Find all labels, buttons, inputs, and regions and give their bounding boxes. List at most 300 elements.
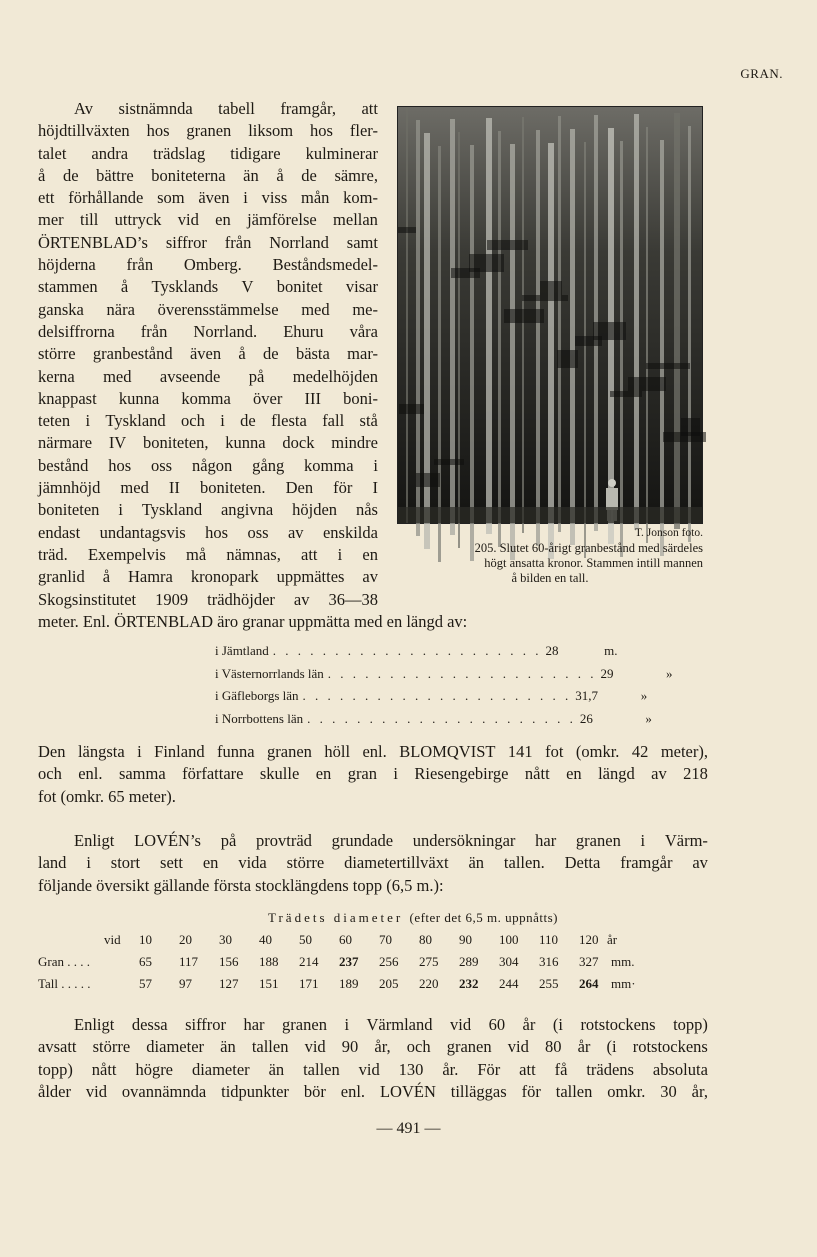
word: Av — [74, 99, 93, 118]
word: å — [238, 344, 246, 364]
foliage-shadow — [487, 240, 528, 250]
foliage-shadow — [646, 363, 690, 369]
text-line — [38, 432, 378, 454]
word: Tysklands — [151, 277, 219, 297]
word: från — [126, 255, 154, 275]
word: V — [241, 277, 254, 297]
word: tallen — [555, 1081, 593, 1101]
word: må — [186, 544, 207, 564]
text-line — [38, 187, 378, 209]
word: land — [38, 853, 67, 873]
word: större — [286, 853, 325, 873]
figure-caption — [397, 541, 703, 586]
word: höjdtillväxten — [38, 121, 130, 141]
word: boni- — [343, 388, 378, 408]
word: framgår — [620, 853, 673, 873]
caption-line: högt ansatta kronor. Stammen intill mannen — [484, 556, 703, 570]
word: diameter — [191, 1059, 250, 1079]
age-header: 20 — [179, 932, 192, 947]
tree-trunk — [522, 117, 524, 533]
height-unit: m. — [604, 643, 618, 658]
paragraph-blomqvist — [38, 741, 708, 808]
word: diametertillväxt — [344, 853, 449, 873]
text-line: följande översikt gällande första stocklängdens topp (6,5 m.): — [38, 875, 444, 895]
table-cell: 156 — [219, 954, 239, 969]
text-line — [38, 1036, 708, 1058]
word: mer — [38, 210, 64, 230]
word: å — [120, 277, 129, 297]
text-line — [38, 477, 378, 499]
word: bestånd — [38, 455, 89, 475]
word: och — [406, 1037, 431, 1057]
word: uttryck — [114, 210, 162, 230]
table-cell: 171 — [299, 976, 319, 991]
table-cell: 264 — [579, 976, 599, 991]
list-item — [215, 640, 618, 663]
word: nämnas, — [226, 544, 281, 564]
page-number: — 491 — — [376, 1120, 441, 1137]
word: granen — [267, 742, 312, 761]
word: tallen — [303, 1059, 340, 1079]
word: år — [522, 1015, 536, 1034]
word: få — [554, 1059, 568, 1079]
row-unit: mm· — [611, 976, 636, 991]
table-cell: 244 — [499, 976, 519, 991]
word: granen — [575, 831, 621, 850]
age-unit: år — [607, 932, 618, 947]
tree-trunk — [498, 131, 501, 547]
word: hos — [146, 121, 170, 141]
word: skulle — [259, 764, 300, 784]
word: bästa — [295, 344, 330, 364]
word: större — [38, 344, 76, 364]
word: och — [181, 411, 205, 431]
table-cell: 188 — [259, 954, 279, 969]
word: vid — [507, 1037, 529, 1057]
word: i — [137, 742, 142, 761]
word: tilläggas — [450, 1081, 507, 1101]
word: för — [333, 478, 353, 498]
tree-trunk — [674, 113, 680, 529]
word: nära — [106, 299, 135, 319]
word: nått — [91, 1059, 117, 1079]
word: en — [566, 764, 582, 784]
height-value: 26 — [579, 710, 593, 726]
tree-trunk — [620, 141, 623, 557]
word: kronopark — [190, 567, 259, 587]
word: teten — [38, 411, 71, 431]
word: vid — [449, 1015, 472, 1034]
text-line — [38, 165, 378, 187]
word: ganska — [38, 299, 84, 319]
word: angivna — [220, 500, 274, 520]
tree-trunk — [558, 116, 561, 532]
word: avseende — [159, 366, 221, 386]
word: 218 — [683, 764, 708, 784]
word: komma — [181, 388, 231, 408]
word: gran — [347, 764, 378, 784]
diameter-table — [38, 910, 708, 998]
word: på — [248, 366, 265, 386]
word: nått — [524, 764, 550, 784]
word: gång — [252, 455, 285, 475]
word: i — [243, 188, 248, 208]
table-cell: 255 — [539, 976, 559, 991]
word: i — [344, 1015, 350, 1034]
word: talet — [38, 143, 67, 163]
word: provträd — [256, 831, 312, 850]
text-line — [38, 1059, 708, 1081]
word: fall — [322, 411, 345, 431]
word: Tyskland — [141, 500, 203, 520]
place-name: i Västernorrlands län — [215, 665, 324, 681]
word: sett — [160, 853, 183, 873]
word: längsta — [77, 742, 125, 761]
text-line — [38, 763, 708, 785]
word: omkr. — [607, 1081, 646, 1101]
height-value: 31,7 — [575, 688, 599, 703]
word: absoluta — [652, 1059, 708, 1079]
word: träd. — [38, 544, 68, 564]
text-line — [38, 232, 378, 254]
word: närmare — [38, 433, 93, 453]
word: ÖRTENBLAD’s — [38, 232, 148, 252]
word: delsiffrorna — [38, 321, 115, 341]
word: med — [103, 366, 132, 386]
word: Norrland — [269, 232, 329, 252]
word: 90 — [341, 1037, 359, 1057]
word: även — [189, 344, 222, 364]
word: meter), — [660, 742, 708, 761]
word: 80 — [544, 1037, 562, 1057]
word: längd — [598, 764, 635, 784]
word: Beståndsmedel- — [272, 255, 378, 275]
word: boniteten. — [199, 478, 266, 498]
word: en — [315, 764, 332, 784]
meters-line: meter. Enl. ÖRTENBLAD äro granar uppmätta med en längd av: — [38, 612, 468, 631]
foliage-shadow — [398, 227, 416, 233]
text-line — [38, 299, 378, 321]
word: endast — [38, 522, 81, 542]
foliage-shadow — [610, 391, 642, 397]
row-label: Tall . . . . . — [38, 976, 91, 991]
text-line — [38, 321, 378, 343]
word: rotstockens — [580, 1015, 656, 1034]
word: (omkr. — [575, 742, 620, 761]
foliage-shadow — [434, 459, 464, 465]
left-column-text — [38, 98, 378, 611]
word: LOVÉN — [379, 1081, 436, 1101]
word: enl. — [78, 764, 103, 784]
word: Norrland. — [193, 321, 258, 341]
tree-trunk — [584, 142, 586, 558]
word: enl. — [362, 742, 387, 761]
word: vid — [177, 210, 199, 230]
word: knappast — [38, 388, 97, 408]
text-line — [38, 522, 378, 544]
word: år, — [691, 1081, 708, 1101]
word: boniteterna — [151, 165, 226, 185]
word: granbestånd — [92, 344, 173, 364]
text-line — [38, 276, 378, 298]
height-unit: » — [645, 710, 652, 726]
foliage-shadow — [628, 377, 666, 391]
age-header: 40 — [259, 932, 272, 947]
leader-dots: . . . . . . . . . . . . . . . . . . . . . . — [302, 688, 572, 703]
word: som — [157, 188, 185, 208]
word: våra — [349, 321, 378, 341]
text-line — [38, 143, 378, 165]
leader-dots: . . . . . . . . . . . . . . . . . . . . . . — [327, 665, 597, 681]
word: mindre — [331, 433, 378, 453]
text-line — [38, 830, 708, 852]
word: i — [337, 544, 343, 564]
word: vid — [358, 1059, 380, 1079]
text-line — [38, 499, 378, 521]
tree-trunk — [548, 143, 554, 559]
word: de — [301, 165, 317, 185]
word: i — [85, 411, 91, 431]
word: bonitet — [276, 277, 323, 297]
word: hos — [310, 121, 333, 141]
word: i — [220, 411, 225, 431]
table-row-tall — [38, 976, 708, 998]
text-line — [38, 343, 378, 365]
text-line — [38, 544, 378, 566]
word: Exempelvis — [87, 544, 166, 564]
table-cell: 232 — [459, 976, 479, 991]
word: rotstockens — [632, 1037, 708, 1057]
word: grundade — [331, 831, 394, 850]
table-cell: 205 — [379, 976, 399, 991]
word: en — [202, 853, 219, 873]
word: mån — [301, 188, 330, 208]
word: i — [118, 500, 123, 520]
word: jämförelse — [247, 210, 317, 230]
text-line — [38, 254, 378, 276]
word: fler- — [349, 121, 378, 141]
foliage-shadow — [681, 418, 700, 436]
word: Skogsinstitutet — [38, 589, 137, 609]
word: av — [692, 853, 708, 873]
word: granen — [446, 1037, 492, 1057]
word: har — [535, 831, 557, 850]
table-title: Trädets diameter (efter det 6,5 m. uppnåtts) — [267, 910, 558, 925]
word: Ehuru — [283, 321, 324, 341]
word: år — [577, 1037, 591, 1057]
height-unit: » — [666, 665, 673, 681]
place-name: i Jämtland — [215, 643, 269, 658]
word: ålder — [38, 1081, 71, 1101]
word: hos — [205, 522, 229, 542]
word: me- — [352, 299, 378, 319]
table-cell: 275 — [419, 954, 439, 969]
word: att — [519, 1059, 536, 1079]
word: att — [361, 99, 378, 118]
height-value: 28 — [545, 643, 559, 658]
tree-trunk — [486, 118, 492, 534]
text-line — [38, 1014, 708, 1036]
text-line — [38, 455, 378, 477]
word: från — [224, 232, 252, 252]
word: å — [102, 567, 111, 587]
word: kom- — [343, 188, 378, 208]
word: de — [62, 165, 79, 185]
word: framgår, — [280, 99, 336, 118]
word: kerna — [38, 366, 75, 386]
foliage-shadow — [522, 295, 568, 301]
word: andra — [91, 143, 129, 163]
text-line — [38, 120, 378, 142]
word: trädslag — [153, 143, 206, 163]
place-name: i Norrbottens län — [215, 710, 304, 726]
word: tallen. — [503, 853, 545, 873]
word: (i — [552, 1015, 563, 1034]
foliage-shadow — [540, 281, 562, 295]
word: höll — [324, 742, 351, 761]
word: författare — [182, 764, 244, 784]
word: Riesengebirge — [414, 764, 509, 784]
word: bättre — [96, 165, 134, 185]
word: de — [263, 344, 279, 364]
word: ovannämnda — [121, 1081, 207, 1101]
word: avsatt — [38, 1037, 77, 1057]
word: i — [86, 853, 91, 873]
foliage-shadow — [469, 254, 504, 272]
tree-trunk — [536, 130, 540, 546]
word: tabell — [218, 99, 255, 118]
tree-trunk — [458, 132, 460, 548]
table-cell: 316 — [539, 954, 559, 969]
word: 42 — [631, 742, 649, 761]
word: de — [240, 411, 256, 431]
leader-dots: . . . . . . . . . . . . . . . . . . . . . . — [307, 710, 576, 726]
word: dock — [282, 433, 315, 453]
word: sistnämnda — [118, 99, 193, 118]
word: trädhöjder — [207, 589, 275, 609]
word: Omberg. — [183, 255, 242, 275]
word: å — [276, 165, 284, 185]
word: II — [168, 478, 180, 498]
word: av — [651, 764, 667, 784]
word: vid — [85, 1081, 107, 1101]
word: mellan — [333, 210, 378, 230]
word: Enligt — [74, 1015, 115, 1034]
word: av — [362, 567, 378, 587]
foliage-shadow — [416, 473, 440, 487]
tree-trunk — [406, 107, 408, 523]
foliage-shadow — [399, 404, 424, 414]
word: mar- — [347, 344, 378, 364]
word: Detta — [564, 853, 601, 873]
word: dessa — [131, 1015, 168, 1034]
table-row-gran — [38, 954, 708, 976]
age-header: 100 — [499, 932, 519, 947]
table-cell: 237 — [339, 954, 359, 969]
word: kunna — [118, 388, 160, 408]
word: till — [79, 210, 99, 230]
word: kunna — [225, 433, 266, 453]
table-cell: 65 — [139, 954, 152, 969]
word: nås — [355, 500, 378, 520]
word: Tyskland — [105, 411, 166, 431]
age-header: 80 — [419, 932, 432, 947]
text-line — [38, 98, 378, 120]
tree-trunk — [510, 144, 515, 560]
word: medelhöjden — [292, 366, 378, 386]
word: med — [301, 299, 330, 319]
word: BLOMQVIST — [399, 742, 496, 761]
row-unit: mm. — [611, 954, 635, 969]
word: granen — [186, 121, 232, 141]
tree-trunk — [438, 146, 441, 562]
text-line — [38, 410, 378, 432]
word: 36—38 — [328, 589, 378, 609]
word: av — [293, 589, 310, 609]
foliage-shadow — [504, 309, 544, 323]
text-line — [38, 366, 378, 388]
word: på — [220, 831, 237, 850]
word: för — [521, 1081, 541, 1101]
word: fot — [545, 742, 564, 761]
word: undersökningar — [412, 831, 516, 850]
word: har — [243, 1015, 265, 1034]
list-item — [215, 685, 648, 708]
table-cell: 117 — [179, 954, 199, 969]
height-value: 29 — [600, 665, 614, 681]
word: granen — [282, 1015, 327, 1034]
word: samma — [118, 764, 166, 784]
age-header: 50 — [299, 932, 312, 947]
word: kulminerar — [305, 143, 378, 163]
photo-credit: T. Jonson foto. — [634, 527, 703, 539]
place-name: i Gäfleborgs län — [215, 688, 299, 703]
word: topp) — [38, 1059, 73, 1079]
word: oss — [247, 522, 269, 542]
list-item — [215, 663, 673, 686]
word: i — [393, 764, 399, 784]
word: vida — [238, 853, 267, 873]
word: granlid — [38, 567, 85, 587]
word: Värm- — [664, 831, 708, 850]
word: boniteten, — [143, 433, 209, 453]
word: hos — [108, 455, 132, 475]
tree-trunk — [570, 129, 575, 545]
table-cell: 127 — [219, 976, 239, 991]
word: 130 — [398, 1059, 424, 1079]
word: förhållande — [68, 188, 144, 208]
table-cell: 189 — [339, 976, 359, 991]
word: bör — [303, 1081, 326, 1101]
word: oss — [151, 455, 173, 475]
word: III — [304, 388, 321, 408]
list-item — [215, 708, 652, 731]
word: än — [243, 165, 259, 185]
height-unit: » — [640, 688, 648, 703]
word: större — [92, 1037, 131, 1057]
running-head: GRAN. — [740, 66, 783, 81]
table-header-row — [38, 932, 708, 954]
word: 60 — [488, 1015, 506, 1034]
word: höjden — [292, 500, 338, 520]
word: För — [477, 1059, 501, 1079]
figure-205 — [397, 106, 703, 586]
word: å — [38, 165, 46, 185]
tree-trunk — [470, 145, 474, 561]
word: funna — [217, 742, 255, 761]
age-header: 110 — [539, 932, 559, 947]
row-label: Gran . . . . — [38, 954, 90, 969]
